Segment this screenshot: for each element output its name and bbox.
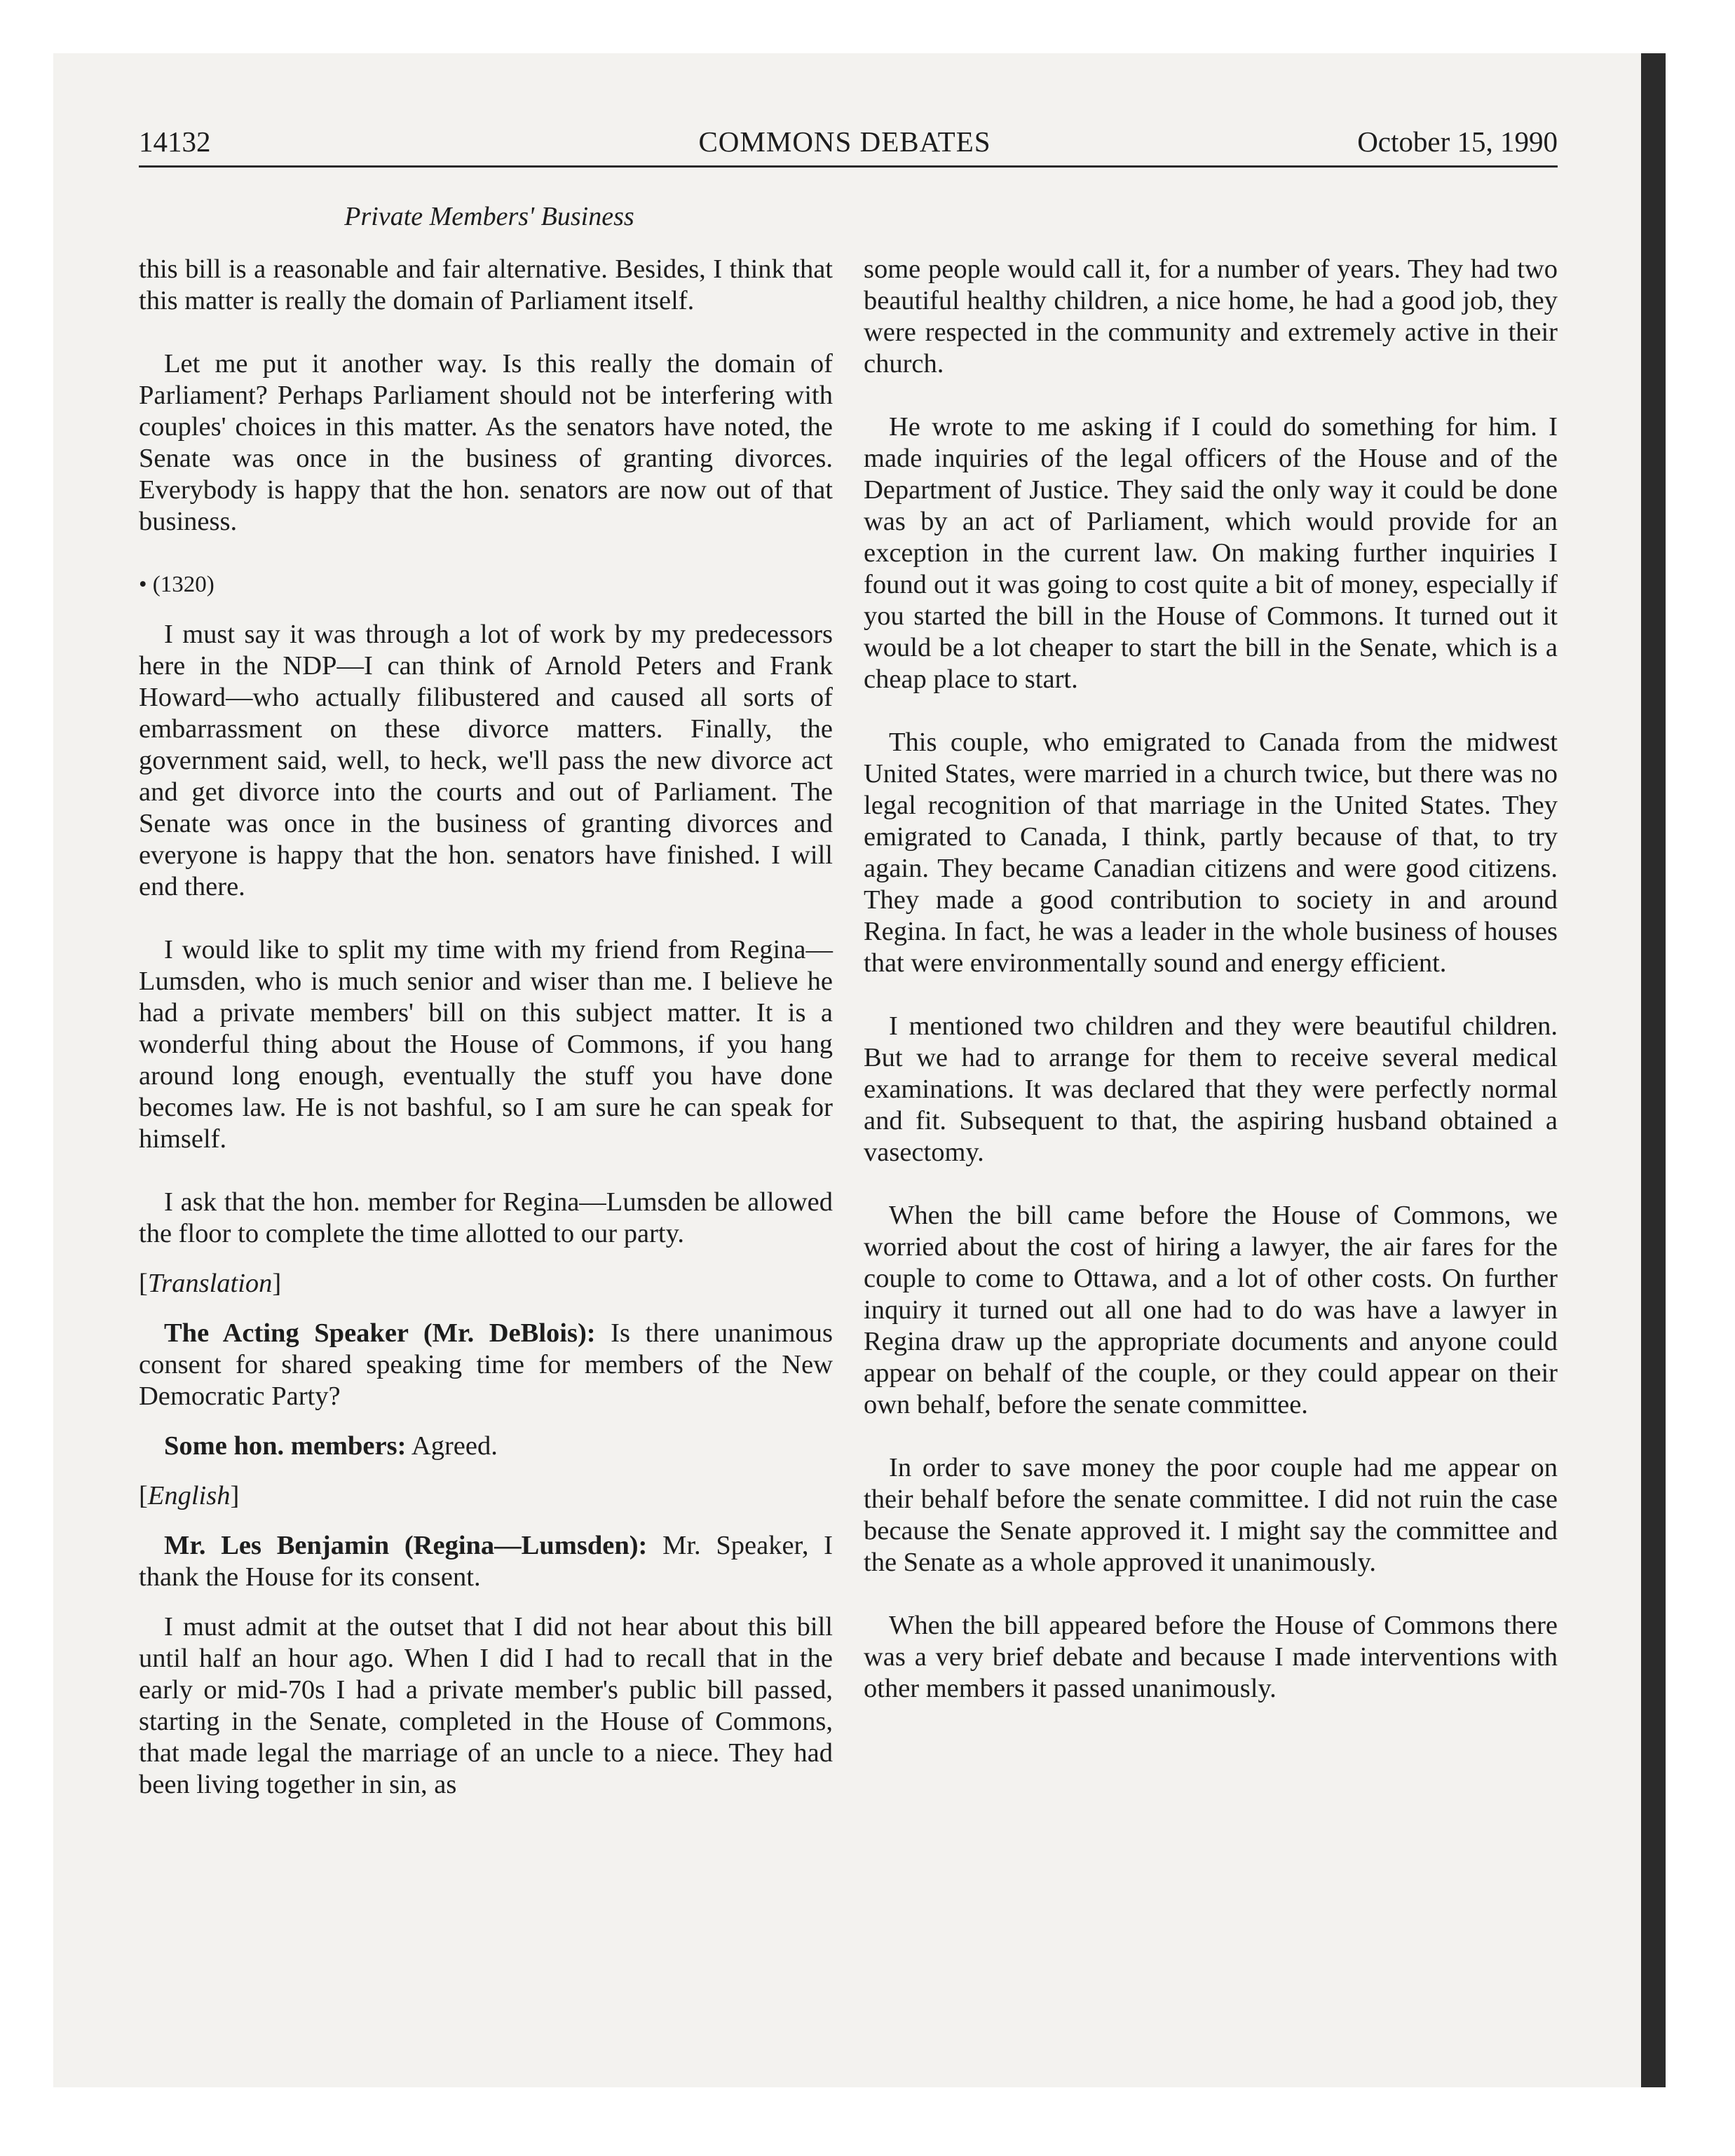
paragraph: He wrote to me asking if I could do something for him. I made inquiries of the legal officers of the House and of the Department of Justice. They said the only way it could be done was by an act of Parliament, which would provide for an exception in the current law. On making further inquiries I found out it was going to cost quite a bit of money, especially if you started the bill in the House of Commons. It turned out it would be a lot cheaper to start the bill in the Senate, which is a cheap place to start. [864,412,1558,694]
speaker-turn [139,1431,833,1462]
speaker-text: Mr. Speaker, I thank the House for its consent. [139,1531,833,1592]
paragraph: This couple, who emigrated to Canada from the midwest United States, were married in a church twice, but there was no legal recognition of that marriage in the United States. They emigrated to Canada, I think, partly because of that, to try again. They became Canadian citizens and were good citizens. They made a good contribution to society in and around Regina. In fact, he was a leader in the whole business of houses that were environmentally sound and energy efficient. [864,728,1558,978]
speaker-name: The Acting Speaker (Mr. DeBlois): [164,1318,596,1348]
left-column [139,254,833,1832]
paragraph: In order to save money the poor couple had me appear on their behalf before the senate committee. I did not ruin the case because the Senate approved it. I might say the committee and the Senate as a whole approved it unanimously. [864,1453,1558,1577]
paragraph: some people would call it, for a number of years. They had two beautiful healthy children, a nice home, he had a good job, they were respected in the community and extremely active in their church. [864,254,1558,378]
paragraph: I must say it was through a lot of work by my predecessors here in the NDP—I can think of Arnold Peters and Frank Howard—who actually filibustered and caused all sorts of embarrassment on these divorce matters. Finally, the government said, well, to heck, we'll pass the new divorce act and get divorce into the courts and out of Parliament. The Senate was once in the business of granting divorces and everyone is happy that the hon. senators have finished. I will end there. [139,620,833,901]
publication-title: COMMONS DEBATES [698,125,991,158]
publication-date: October 15, 1990 [1357,125,1558,158]
translation-tag: [Translation] [139,1269,282,1298]
paragraph: I mentioned two children and they were beautiful children. But we had to arrange for them to receive several medical examinations. It was declared that they were perfectly normal and fit. Subsequent to that, the aspiring husband obtained a vasectomy. [864,1011,1558,1167]
section-title: Private Members' Business [344,202,634,231]
speaker-turn [139,1318,833,1412]
paragraph: Let me put it another way. Is this really the domain of Parliament? Perhaps Parliament should not be interfering with couples' choices in this matter. As the senators have noted, the Senate was once in the business of granting divorces. Everybody is happy that the hon. senators are now out of that business. [139,349,833,536]
paragraph: When the bill came before the House of Commons, we worried about the cost of hiring a lawyer, the air fares for the couple to come to Ottawa, and a lot of other costs. On further inquiry it turned out all one had to do was have a lawyer in Regina draw up the appropriate documents and anyone could appear on behalf of the couple, or they could appear on their own behalf, before the senate committee. [864,1201,1558,1419]
right-column [864,254,1558,1736]
time-marker: • (1320) [139,572,215,597]
paragraph: I must admit at the outset that I did not hear about this bill until half an hour ago. When I did I had to recall that in the early or mid-70s I had a private member's public bill passed, starting in the Senate, completed in the House of Commons, that made legal the marriage of an uncle to a niece. They had been living together in sin, as [139,1612,833,1799]
speaker-text: Is there unanimous consent for shared speaking time for members of the New Democratic Party? [139,1318,834,1411]
paragraph: When the bill appeared before the House of Commons there was a very brief debate and because I made interventions with other members it passed unanimously. [864,1611,1558,1703]
page-number: 14132 [139,125,211,158]
speaker-text: Agreed. [406,1431,498,1461]
speaker-turn [139,1530,833,1593]
speaker-name: Some hon. members: [164,1431,407,1461]
paragraph: this bill is a reasonable and fair alternative. Besides, I think that this matter is really the domain of Parliament itself. [139,254,833,315]
paragraph: I would like to split my time with my friend from Regina—Lumsden, who is much senior and wiser than me. I believe he had a private members' bill on this subject matter. It is a wonderful thing about the House of Commons, if you hang around long enough, eventually the stuff you have done becomes law. He is not bashful, so I am sure he can speak for himself. [139,935,833,1154]
speaker-name: Mr. Les Benjamin (Regina—Lumsden): [164,1531,648,1560]
english-tag-text: English [147,1481,231,1510]
scan-edge-shadow [1641,53,1666,2087]
header-rule [139,165,1558,168]
english-tag: [English] [139,1481,240,1510]
translation-tag-text: Translation [147,1269,273,1298]
paragraph: I ask that the hon. member for Regina—Lumsden be allowed the floor to complete the time allotted to our party. [139,1187,833,1248]
